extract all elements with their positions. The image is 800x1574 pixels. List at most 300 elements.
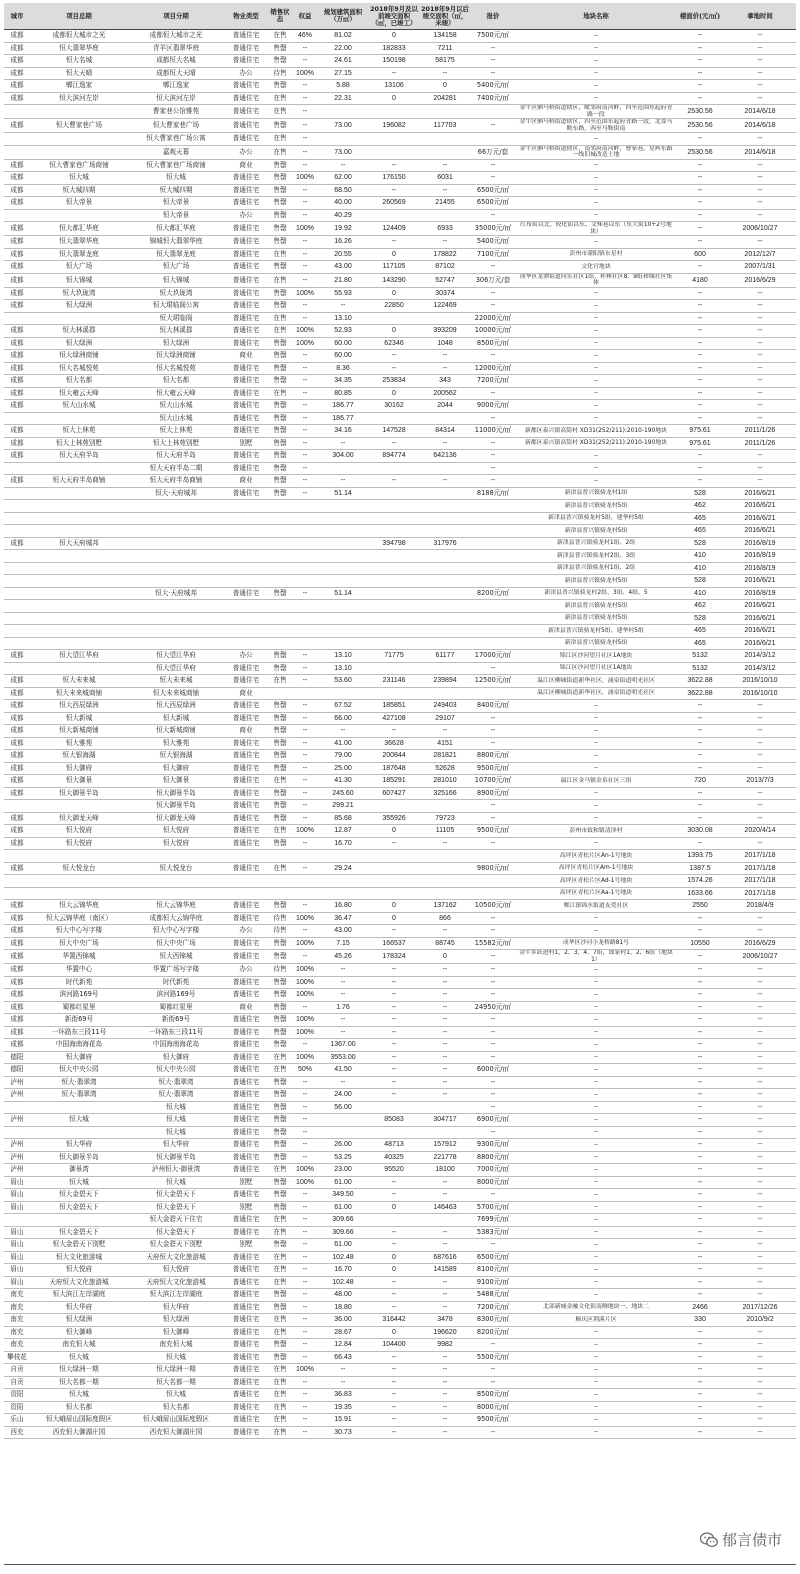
cell-property-type: 普通住宅 <box>224 812 268 825</box>
cell-project: 恒大曹家巷广场 <box>30 119 128 133</box>
cell-acquisition-date: -- <box>724 184 796 197</box>
table-row <box>4 1164 796 1177</box>
cell-city: 成都 <box>4 450 30 463</box>
cell-floor-price: -- <box>676 1026 724 1039</box>
cell-planned-gfa: 40.29 <box>318 209 368 222</box>
cell-project: 恒大天府半岛 <box>30 450 128 463</box>
cell-city: 乐山 <box>4 1414 30 1427</box>
cell-sub-project: 锦城恒大翡翠华庭 <box>128 236 224 249</box>
cell-project <box>30 562 128 575</box>
cell-sub-project: 成都恒大天晴 <box>128 67 224 80</box>
cell-land-parcel: -- <box>516 80 676 93</box>
cell-acquisition-date: -- <box>724 1351 796 1364</box>
cell-floor-price: -- <box>676 750 724 763</box>
cell-project: 恒大御景半岛 <box>30 787 128 800</box>
cell-uncompleted-area <box>420 887 470 900</box>
cell-property-type: 普通住宅 <box>224 1401 268 1414</box>
cell-sub-project: 恒大悦府 <box>128 837 224 850</box>
cell-sub-project: 恒大曹家巷广场 <box>128 119 224 133</box>
cell-project: 中国海南海花岛 <box>30 1039 128 1052</box>
cell-completed-area: -- <box>368 989 420 1002</box>
cell-equity: -- <box>292 119 318 133</box>
cell-completed-area <box>368 625 420 638</box>
cell-land-parcel: -- <box>516 700 676 713</box>
cell-floor-price: -- <box>676 1001 724 1014</box>
cell-project <box>30 512 128 525</box>
cell-project: 恒大御龙天峰 <box>30 812 128 825</box>
cell-sub-project <box>128 537 224 550</box>
cell-project: 滨河路169号 <box>30 989 128 1002</box>
cell-sub-project: 恒大峨眉山国际度假区 <box>128 1414 224 1427</box>
cell-land-parcel: 温江区金马镇金泉社区三组 <box>516 775 676 788</box>
cell-planned-gfa: -- <box>318 300 368 313</box>
cell-floor-price: 2530.56 <box>676 119 724 133</box>
cell-property-type: 普通住宅 <box>224 487 268 500</box>
cell-price: 5400元/㎡ <box>470 236 516 249</box>
cell-planned-gfa <box>318 887 368 900</box>
cell-sub-project: 恒大·翡翠湾 <box>128 1076 224 1089</box>
cell-city <box>4 1126 30 1139</box>
cell-price <box>470 687 516 700</box>
cell-planned-gfa: -- <box>318 437 368 450</box>
cell-property-type: 别墅 <box>224 1176 268 1189</box>
cell-city: 眉山 <box>4 1239 30 1252</box>
cell-sub-project: 恒大御景半岛 <box>128 787 224 800</box>
table-row <box>4 425 796 438</box>
cell-completed-area: -- <box>368 1026 420 1039</box>
cell-planned-gfa: 1.76 <box>318 1001 368 1014</box>
cell-uncompleted-area <box>420 800 470 813</box>
cell-sale-status: 在售 <box>268 92 292 105</box>
cell-equity: -- <box>292 425 318 438</box>
table-row <box>4 737 796 750</box>
cell-equity: -- <box>292 450 318 463</box>
cell-equity: -- <box>292 1039 318 1052</box>
cell-equity: -- <box>292 412 318 425</box>
cell-planned-gfa: 61.00 <box>318 1239 368 1252</box>
cell-property-type: 办公 <box>224 67 268 80</box>
cell-floor-price: -- <box>676 80 724 93</box>
cell-sale-status: 售罄 <box>268 587 292 600</box>
cell-land-parcel: -- <box>516 750 676 763</box>
cell-planned-gfa: 68.50 <box>318 184 368 197</box>
cell-uncompleted-area: 134158 <box>420 30 470 43</box>
cell-uncompleted-area <box>420 850 470 863</box>
cell-planned-gfa: 40.00 <box>318 197 368 210</box>
cell-price: -- <box>470 1339 516 1352</box>
column-header: 地块名称 <box>516 3 676 30</box>
cell-price <box>470 537 516 550</box>
cell-completed-area: 196082 <box>368 119 420 133</box>
cell-acquisition-date: -- <box>724 67 796 80</box>
cell-completed-area: -- <box>368 1364 420 1377</box>
table-row <box>4 209 796 222</box>
cell-acquisition-date: 2020/4/14 <box>724 825 796 838</box>
cell-completed-area: -- <box>368 184 420 197</box>
cell-planned-gfa <box>318 637 368 650</box>
cell-floor-price: -- <box>676 67 724 80</box>
cell-project: 恒大·翡翠湾 <box>30 1089 128 1102</box>
cell-completed-area <box>368 209 420 222</box>
cell-uncompleted-area: 117703 <box>420 119 470 133</box>
cell-uncompleted-area: 281010 <box>420 775 470 788</box>
cell-acquisition-date: -- <box>724 337 796 350</box>
cell-floor-price: 410 <box>676 562 724 575</box>
cell-acquisition-date: 2017/1/18 <box>724 862 796 875</box>
cell-sub-project: 恒大广场 <box>128 261 224 274</box>
cell-land-parcel: -- <box>516 1239 676 1252</box>
cell-project: 恒大曹家巷广场商铺 <box>30 159 128 172</box>
cell-land-parcel: -- <box>516 1139 676 1152</box>
cell-planned-gfa: 41.30 <box>318 775 368 788</box>
cell-project: 成都恒大城市之光 <box>30 30 128 43</box>
cell-price: 8800元/㎡ <box>470 1151 516 1164</box>
cell-land-parcel: -- <box>516 712 676 725</box>
cell-completed-area: -- <box>368 236 420 249</box>
table-row <box>4 300 796 313</box>
cell-price: 6500元/㎡ <box>470 184 516 197</box>
cell-project: 恒大山水城 <box>30 400 128 413</box>
cell-acquisition-date: -- <box>724 1076 796 1089</box>
cell-planned-gfa: 102.48 <box>318 1251 368 1264</box>
cell-sub-project <box>128 562 224 575</box>
cell-land-parcel: -- <box>516 450 676 463</box>
cell-property-type: 普通住宅 <box>224 750 268 763</box>
cell-city: 自贡 <box>4 1376 30 1389</box>
cell-acquisition-date: 2006/10/27 <box>724 950 796 964</box>
cell-project: 恒大新城 <box>30 712 128 725</box>
cell-equity: 100% <box>292 222 318 236</box>
cell-equity: 100% <box>292 1364 318 1377</box>
cell-equity: -- <box>292 862 318 875</box>
cell-price <box>470 850 516 863</box>
cell-land-parcel: -- <box>516 787 676 800</box>
cell-price: -- <box>470 950 516 964</box>
cell-acquisition-date: -- <box>724 1389 796 1402</box>
cell-acquisition-date: -- <box>724 1051 796 1064</box>
cell-completed-area: 0 <box>368 900 420 913</box>
cell-sub-project: 恒大新城商铺 <box>128 725 224 738</box>
cell-floor-price: -- <box>676 1339 724 1352</box>
cell-completed-area: -- <box>368 1389 420 1402</box>
cell-price: 24950元/㎡ <box>470 1001 516 1014</box>
cell-floor-price: -- <box>676 1064 724 1077</box>
table-row <box>4 1064 796 1077</box>
cell-price: 10000元/㎡ <box>470 325 516 338</box>
table-row <box>4 989 796 1002</box>
cell-project: 恒大城 <box>30 1176 128 1189</box>
cell-completed-area: -- <box>368 725 420 738</box>
table-row <box>4 1014 796 1027</box>
cell-land-parcel: -- <box>516 236 676 249</box>
cell-sale-status: 在售 <box>268 105 292 119</box>
cell-sale-status: 售罄 <box>268 475 292 488</box>
cell-equity: -- <box>292 1114 318 1127</box>
cell-project: 恒大中央公园 <box>30 1064 128 1077</box>
cell-sub-project: 恒大绿洲 <box>128 1314 224 1327</box>
cell-sub-project: 恒大·天府城邦 <box>128 487 224 500</box>
cell-sub-project: 滨河路169号 <box>128 989 224 1002</box>
cell-uncompleted-area: 249403 <box>420 700 470 713</box>
cell-planned-gfa: 52.93 <box>318 325 368 338</box>
table-row <box>4 1114 796 1127</box>
cell-equity: -- <box>292 1301 318 1314</box>
cell-sale-status: 售罄 <box>268 1039 292 1052</box>
cell-completed-area: 40325 <box>368 1151 420 1164</box>
cell-completed-area <box>368 312 420 325</box>
cell-project: 恒大锦城 <box>30 273 128 287</box>
cell-sub-project: 恒大绿洲一期 <box>128 1364 224 1377</box>
cell-planned-gfa: 73.00 <box>318 145 368 159</box>
cell-acquisition-date: 2016/10/10 <box>724 687 796 700</box>
table-row <box>4 850 796 863</box>
table-row <box>4 1176 796 1189</box>
cell-land-parcel: -- <box>516 387 676 400</box>
cell-city: 成都 <box>4 67 30 80</box>
table-row <box>4 750 796 763</box>
cell-sale-status: 在售 <box>268 1064 292 1077</box>
cell-equity: -- <box>292 1276 318 1289</box>
cell-planned-gfa: 5.88 <box>318 80 368 93</box>
cell-city: 成都 <box>4 197 30 210</box>
cell-uncompleted-area <box>420 1126 470 1139</box>
table-row <box>4 675 796 688</box>
cell-project: 华置中心 <box>30 964 128 977</box>
cell-uncompleted-area: -- <box>420 1426 470 1439</box>
cell-uncompleted-area <box>420 637 470 650</box>
cell-acquisition-date: -- <box>724 475 796 488</box>
cell-city: 成都 <box>4 675 30 688</box>
cell-land-parcel: -- <box>516 1226 676 1239</box>
cell-project: 恒大名城悦苑 <box>30 362 128 375</box>
cell-property-type: 普通住宅 <box>224 1276 268 1289</box>
cell-floor-price: -- <box>676 337 724 350</box>
cell-completed-area <box>368 550 420 563</box>
cell-sub-project <box>128 600 224 613</box>
cell-land-parcel: 新津县普兴镇骑龙村5组 <box>516 637 676 650</box>
cell-city: 西充 <box>4 1426 30 1439</box>
table-row <box>4 1226 796 1239</box>
cell-city: 成都 <box>4 687 30 700</box>
cell-land-parcel: 锦江区沙河望月社区1A地块 <box>516 650 676 663</box>
cell-sale-status: 售罄 <box>268 159 292 172</box>
cell-equity <box>292 612 318 625</box>
table-row <box>4 575 796 588</box>
cell-uncompleted-area: 196620 <box>420 1326 470 1339</box>
cell-acquisition-date: 2011/1/26 <box>724 425 796 438</box>
cell-completed-area: 185851 <box>368 700 420 713</box>
cell-planned-gfa: 13.10 <box>318 312 368 325</box>
cell-property-type: 办公 <box>224 964 268 977</box>
cell-floor-price: -- <box>676 42 724 55</box>
cell-floor-price: -- <box>676 1126 724 1139</box>
cell-planned-gfa: -- <box>318 1376 368 1389</box>
cell-floor-price: -- <box>676 412 724 425</box>
cell-floor-price: 5132 <box>676 650 724 663</box>
table-row <box>4 55 796 68</box>
cell-uncompleted-area <box>420 525 470 538</box>
cell-uncompleted-area: 1048 <box>420 337 470 350</box>
cell-city <box>4 209 30 222</box>
table-row <box>4 450 796 463</box>
cell-city: 成都 <box>4 300 30 313</box>
cell-acquisition-date: 2016/6/29 <box>724 937 796 950</box>
cell-project: 恒大峨眉山国际度假区 <box>30 1414 128 1427</box>
cell-sub-project: 恒大悦龙台 <box>128 862 224 875</box>
cell-city: 成都 <box>4 900 30 913</box>
cell-sub-project <box>128 850 224 863</box>
cell-sale-status: 在售 <box>268 1326 292 1339</box>
cell-property-type: 办公 <box>224 145 268 159</box>
cell-city: 成都 <box>4 812 30 825</box>
cell-uncompleted-area: -- <box>420 837 470 850</box>
cell-city <box>4 875 30 888</box>
cell-project: 恒大御峰 <box>30 1326 128 1339</box>
cell-acquisition-date: -- <box>724 1289 796 1302</box>
cell-land-parcel: -- <box>516 1201 676 1214</box>
cell-land-parcel: -- <box>516 1189 676 1202</box>
cell-city: 眉山 <box>4 1251 30 1264</box>
cell-project: 恒大御府 <box>30 1051 128 1064</box>
cell-sale-status: 待售 <box>268 67 292 80</box>
cell-property-type <box>224 562 268 575</box>
cell-uncompleted-area: 79723 <box>420 812 470 825</box>
table-row <box>4 375 796 388</box>
cell-planned-gfa: 20.55 <box>318 248 368 261</box>
cell-acquisition-date: -- <box>724 30 796 43</box>
table-row <box>4 236 796 249</box>
cell-equity <box>292 850 318 863</box>
cell-equity: -- <box>292 1126 318 1139</box>
cell-sale-status: 在售 <box>268 1251 292 1264</box>
cell-price: 7699元/㎡ <box>470 1214 516 1227</box>
cell-price: 6500元/㎡ <box>470 197 516 210</box>
cell-project: 恒大上林苑别墅 <box>30 437 128 450</box>
cell-sale-status <box>268 550 292 563</box>
cell-uncompleted-area <box>420 500 470 513</box>
cell-price <box>470 575 516 588</box>
cell-sub-project: 恒大绿洲 <box>128 337 224 350</box>
cell-equity: -- <box>292 1139 318 1152</box>
cell-acquisition-date: 2016/8/19 <box>724 562 796 575</box>
cell-floor-price: -- <box>676 197 724 210</box>
cell-price: 8500元/㎡ <box>470 337 516 350</box>
cell-completed-area: 0 <box>368 912 420 925</box>
cell-property-type: 普通住宅 <box>224 425 268 438</box>
cell-planned-gfa: 60.00 <box>318 337 368 350</box>
cell-acquisition-date: -- <box>724 80 796 93</box>
cell-floor-price: -- <box>676 1164 724 1177</box>
table-row <box>4 550 796 563</box>
cell-property-type: 普通住宅 <box>224 462 268 475</box>
cell-city: 德阳 <box>4 1051 30 1064</box>
cell-city <box>4 412 30 425</box>
cell-city: 成都 <box>4 964 30 977</box>
cell-land-parcel: -- <box>516 55 676 68</box>
cell-sub-project <box>128 637 224 650</box>
cell-city: 成都 <box>4 172 30 185</box>
cell-floor-price: -- <box>676 236 724 249</box>
cell-acquisition-date: 2011/1/26 <box>724 437 796 450</box>
cell-sale-status: 在售 <box>268 387 292 400</box>
cell-uncompleted-area: 178822 <box>420 248 470 261</box>
cell-city: 成都 <box>4 725 30 738</box>
cell-land-parcel: -- <box>516 1114 676 1127</box>
cell-acquisition-date: -- <box>724 1326 796 1339</box>
cell-price <box>470 887 516 900</box>
cell-completed-area: -- <box>368 1064 420 1077</box>
cell-sale-status: 售罄 <box>268 450 292 463</box>
table-row <box>4 1289 796 1302</box>
cell-uncompleted-area <box>420 209 470 222</box>
table-row <box>4 1189 796 1202</box>
cell-project: 恒大云锦华庭（南区） <box>30 912 128 925</box>
cell-sub-project: 恒大西辰绿洲 <box>128 700 224 713</box>
cell-uncompleted-area <box>420 562 470 575</box>
cell-city: 成都 <box>4 787 30 800</box>
table-row <box>4 475 796 488</box>
cell-completed-area: 0 <box>368 248 420 261</box>
cell-planned-gfa <box>318 500 368 513</box>
column-header: 拿地时间 <box>724 3 796 30</box>
cell-floor-price: 1387.5 <box>676 862 724 875</box>
cell-planned-gfa: 48.00 <box>318 1289 368 1302</box>
cell-land-parcel: -- <box>516 172 676 185</box>
cell-price: 9300元/㎡ <box>470 1139 516 1152</box>
cell-land-parcel: 成华区龙潭街道同乐社区1组，桂林社区8、9组和城社区集体 <box>516 273 676 287</box>
cell-planned-gfa: 61.00 <box>318 1201 368 1214</box>
cell-price: -- <box>470 837 516 850</box>
cell-equity <box>292 550 318 563</box>
cell-planned-gfa: 66.00 <box>318 712 368 725</box>
cell-planned-gfa <box>318 537 368 550</box>
cell-planned-gfa: 51.14 <box>318 587 368 600</box>
cell-acquisition-date: -- <box>724 1114 796 1127</box>
cell-price: -- <box>470 662 516 675</box>
table-row <box>4 1314 796 1327</box>
cell-floor-price: -- <box>676 1239 724 1252</box>
cell-planned-gfa: 43.00 <box>318 925 368 938</box>
cell-land-parcel: 彭州市致和镇清泽村 <box>516 825 676 838</box>
cell-acquisition-date: 2016/8/19 <box>724 587 796 600</box>
cell-project: 恒大城 <box>30 172 128 185</box>
cell-floor-price: -- <box>676 762 724 775</box>
cell-property-type: 普通住宅 <box>224 1414 268 1427</box>
cell-city <box>4 562 30 575</box>
cell-sub-project: 恒大西锦城 <box>128 950 224 964</box>
cell-floor-price: -- <box>676 462 724 475</box>
cell-floor-price: 462 <box>676 500 724 513</box>
cell-completed-area: 0 <box>368 1264 420 1277</box>
cell-equity: -- <box>292 400 318 413</box>
cell-property-type: 普通住宅 <box>224 172 268 185</box>
cell-price <box>470 612 516 625</box>
cell-land-parcel: 北部新城金融文化街南侧地块一、地块二 <box>516 1301 676 1314</box>
cell-acquisition-date: -- <box>724 133 796 146</box>
cell-sub-project <box>128 575 224 588</box>
cell-planned-gfa <box>318 625 368 638</box>
cell-equity: -- <box>292 248 318 261</box>
cell-project <box>30 625 128 638</box>
cell-floor-price: 410 <box>676 587 724 600</box>
cell-sub-project: 成都恒大名城 <box>128 55 224 68</box>
cell-planned-gfa: 16.26 <box>318 236 368 249</box>
cell-floor-price: -- <box>676 1251 724 1264</box>
cell-project: 恒大望江华府 <box>30 650 128 663</box>
cell-floor-price: -- <box>676 1414 724 1427</box>
table-row <box>4 900 796 913</box>
cell-planned-gfa: 61.00 <box>318 1176 368 1189</box>
